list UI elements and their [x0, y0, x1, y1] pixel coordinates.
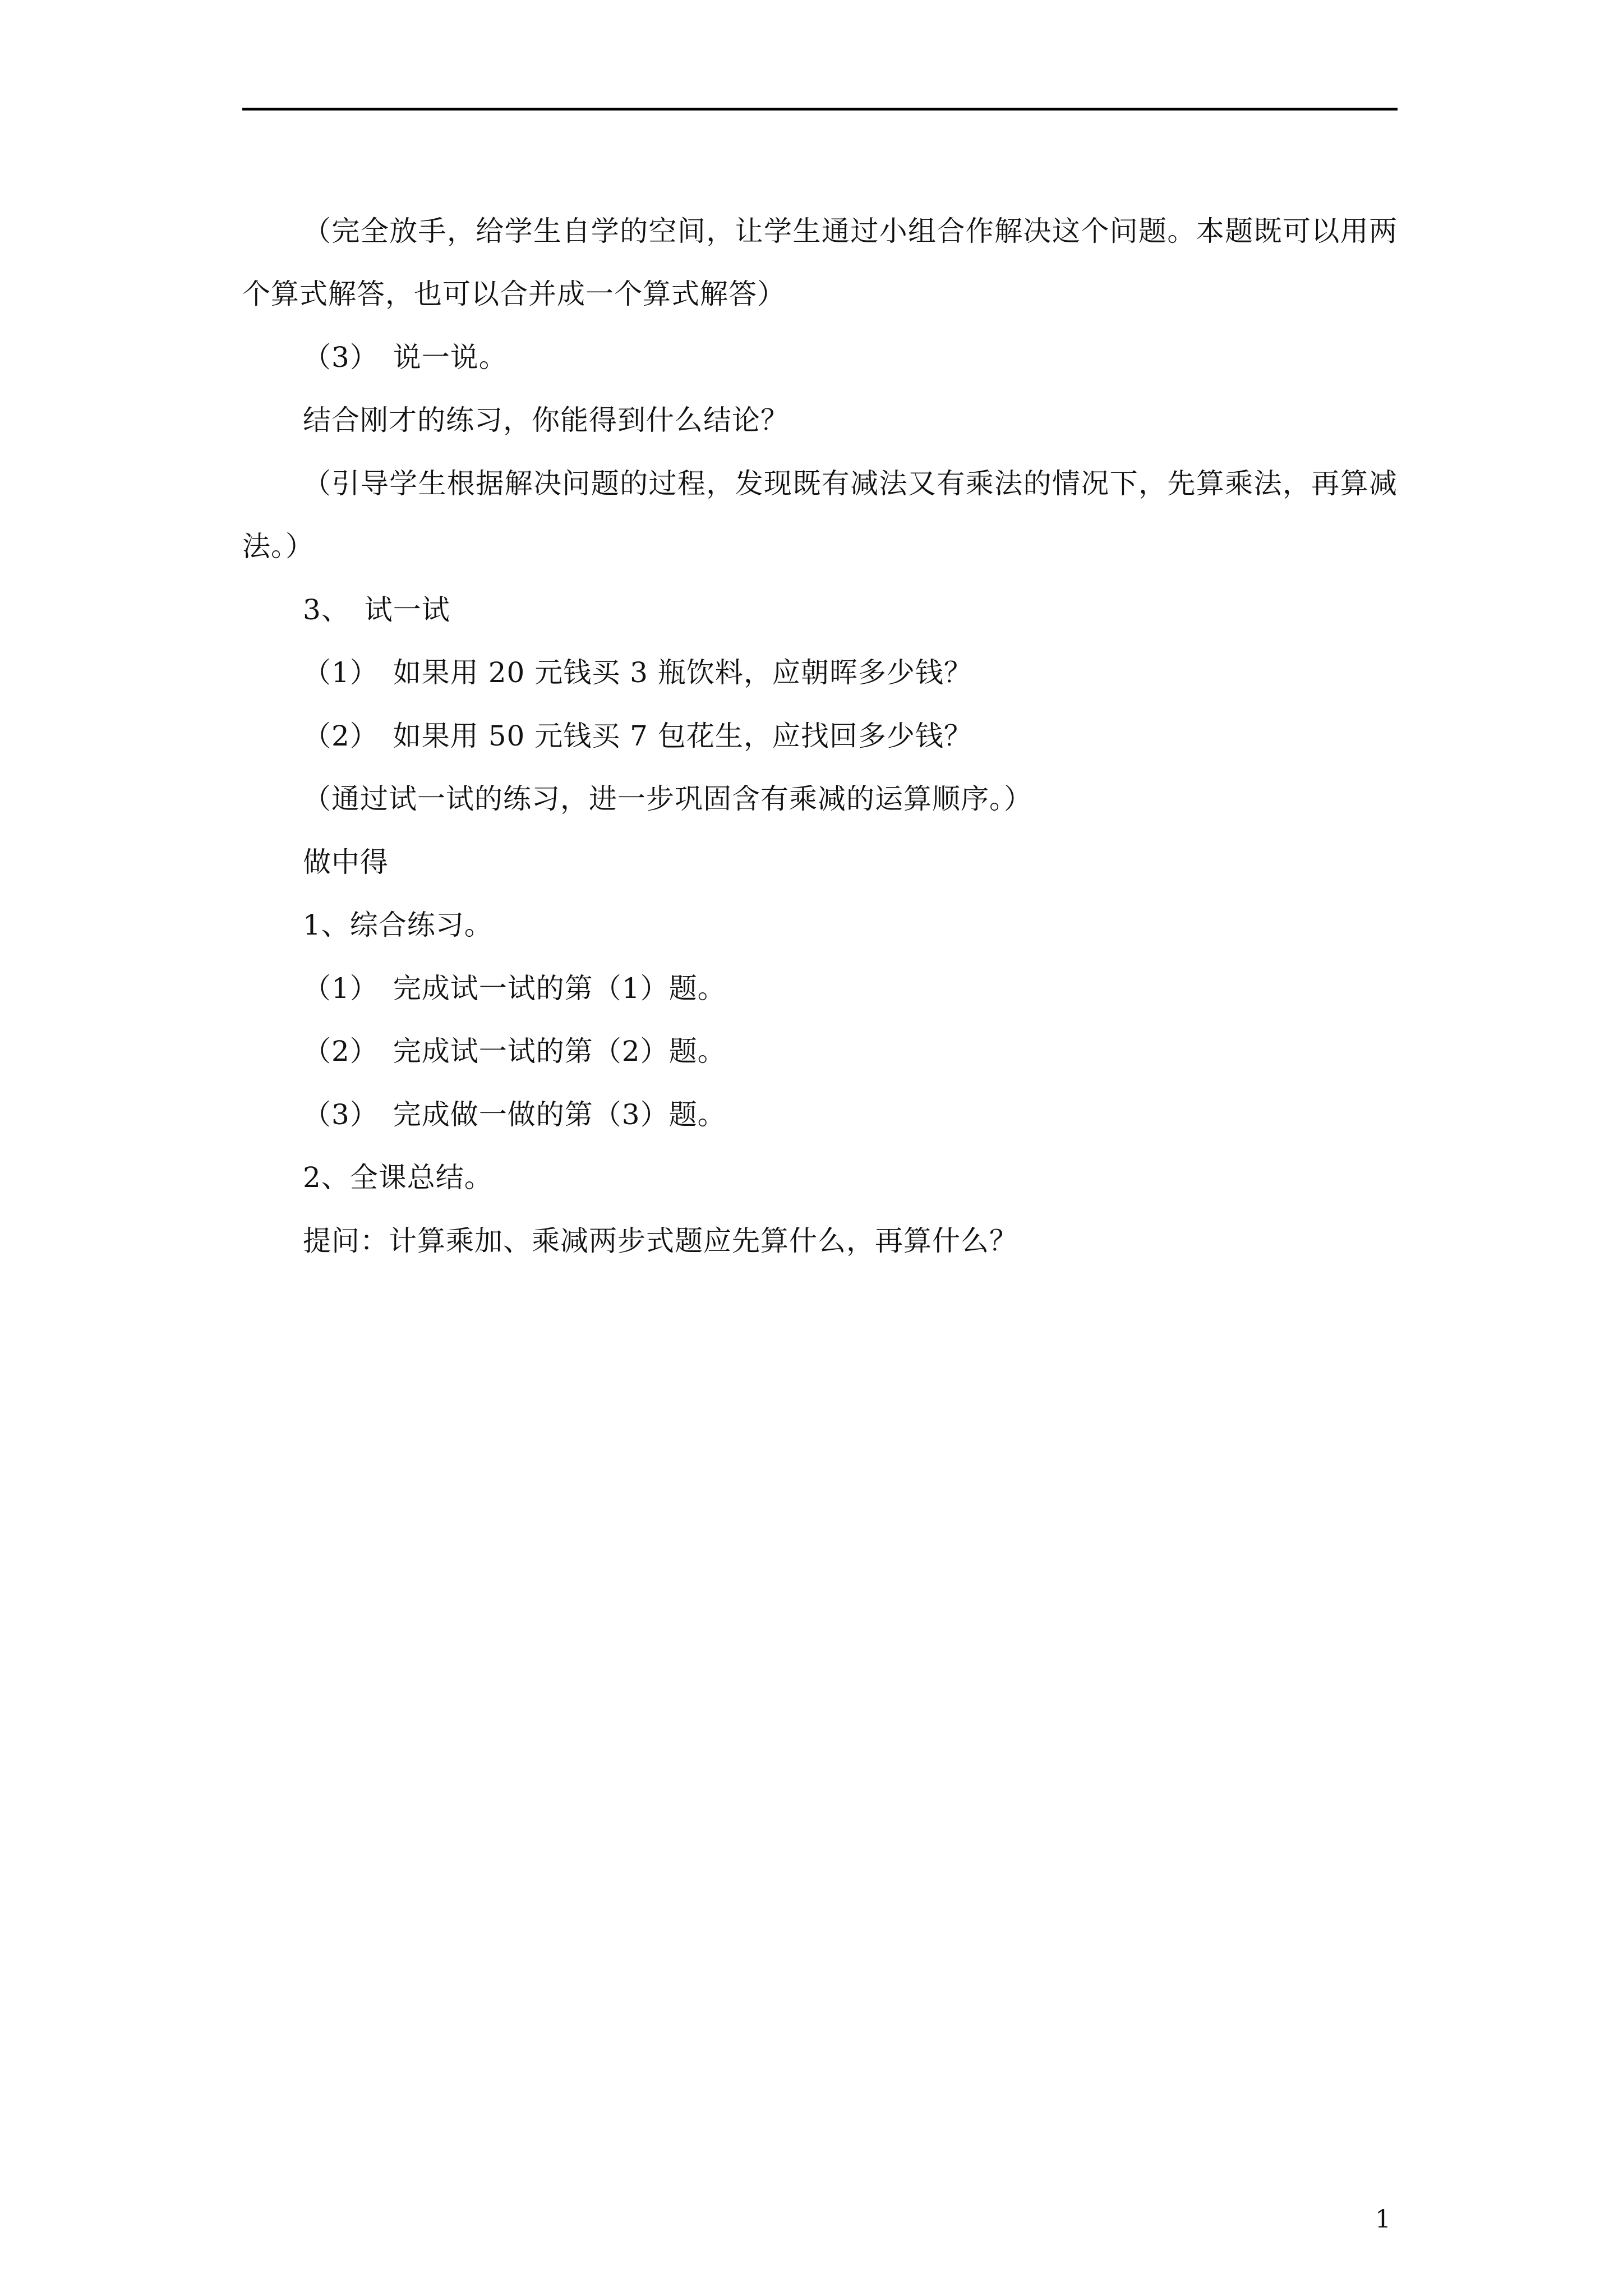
exercise-note: （通过试一试的练习，进一步巩固含有乘减的运算顺序。） [303, 783, 1032, 815]
paragraph-line-5: （引导学生根据解决问题的过程，发现既有减法又有乘法的情况下，先算乘法，再算减 [303, 467, 1398, 500]
practice-item-1: （1） 完成试一试的第（1）题。 [303, 972, 726, 1005]
header-rule [242, 108, 1398, 111]
section-summary: 2、全课总结。 [303, 1161, 493, 1194]
paragraph-line-2: 个算式解答，也可以合并成一个算式解答） [242, 278, 786, 310]
page-number: 1 [1375, 2205, 1391, 2234]
section-try: 3、 试一试 [303, 593, 450, 626]
summary-question: 提问：计算乘加、乘减两步式题应先算什么，再算什么？ [303, 1225, 1018, 1257]
practice-item-3: （3） 完成做一做的第（3）题。 [303, 1098, 726, 1131]
exercise-2: （2） 如果用 50 元钱买 7 包花生，应找回多少钱？ [303, 720, 972, 752]
section-do: 做中得 [303, 846, 389, 878]
question-line: 结合刚才的练习，你能得到什么结论？ [303, 404, 789, 436]
paragraph-line-6: 法。） [242, 530, 314, 563]
exercise-1: （1） 如果用 20 元钱买 3 瓶饮料，应朝晖多少钱？ [303, 656, 972, 689]
paragraph-line-1: （完全放手，给学生自学的空间，让学生通过小组合作解决这个问题。本题既可以用两 [303, 215, 1398, 247]
section-practice: 1、综合练习。 [303, 909, 493, 941]
subheading-say: （3） 说一说。 [303, 341, 508, 374]
practice-item-2: （2） 完成试一试的第（2）题。 [303, 1035, 726, 1068]
